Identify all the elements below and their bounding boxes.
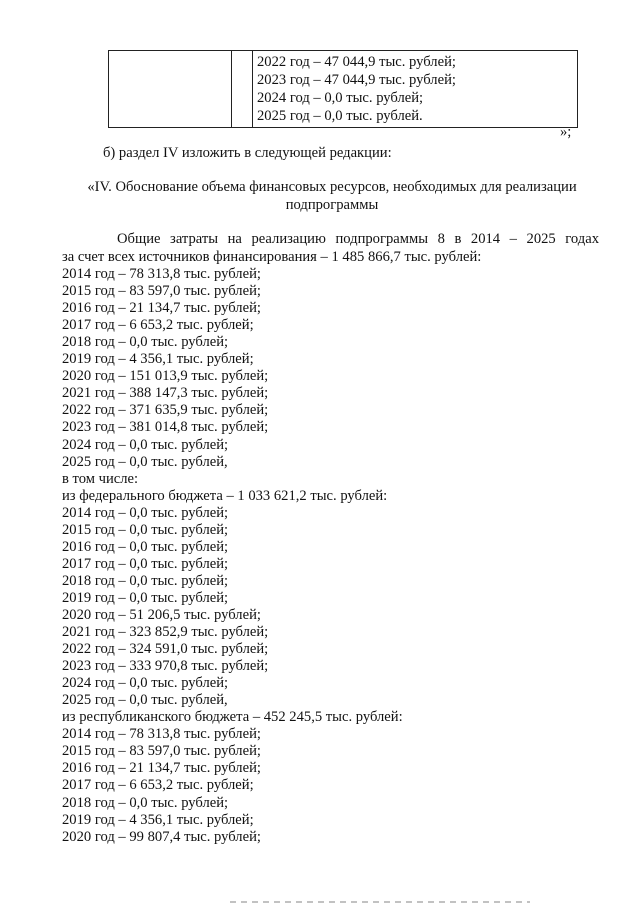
table-cell-empty — [109, 51, 232, 128]
intro-text: Общие затраты на реализацию подпрограммы 8 в 2014 – 2025 годах — [117, 231, 599, 247]
table-line: 2024 год – 0,0 тыс. рублей; — [257, 90, 424, 106]
table-line: 2023 год – 47 044,9 тыс. рублей; — [257, 72, 456, 88]
text-line: 2020 год – 51 206,5 тыс. рублей; — [62, 606, 261, 623]
text-line: 2017 год – 0,0 тыс. рублей; — [62, 555, 229, 572]
text-line: 2022 год – 371 635,9 тыс. рублей; — [62, 402, 269, 419]
text-line: 2015 год – 83 597,0 тыс. рублей; — [62, 283, 261, 300]
text-line: 2016 год – 21 134,7 тыс. рублей; — [62, 300, 261, 317]
text-line: 2018 год – 0,0 тыс. рублей; — [62, 572, 229, 589]
table-cell-amounts — [253, 51, 578, 128]
text-line: в том числе: — [62, 470, 139, 487]
quote-closer: »; — [560, 124, 572, 140]
section-title: «IV. Обоснование объема финансовых ресурсов, необходимых для реализации подпрограммы — [87, 179, 577, 213]
text-line: 2017 год – 6 653,2 тыс. рублей; — [62, 777, 254, 794]
text-line: 2015 год – 0,0 тыс. рублей; — [62, 521, 229, 538]
text-line: 2023 год – 381 014,8 тыс. рублей; — [62, 419, 269, 436]
funding-lines — [62, 249, 481, 846]
text-line: 2020 год – 151 013,9 тыс. рублей; — [62, 368, 269, 385]
text-line: 2015 год – 83 597,0 тыс. рублей; — [62, 743, 261, 760]
text-line: 2018 год – 0,0 тыс. рублей; — [62, 334, 229, 351]
table-line: 2025 год – 0,0 тыс. рублей. — [257, 108, 423, 124]
text-line: 2017 год – 6 653,2 тыс. рублей; — [62, 317, 254, 334]
scan-edge-noise — [230, 901, 530, 903]
text-line: 2016 год – 21 134,7 тыс. рублей; — [62, 760, 261, 777]
text-line: 2014 год – 78 313,8 тыс. рублей; — [62, 726, 261, 743]
text-line: 2019 год – 4 356,1 тыс. рублей; — [62, 351, 254, 368]
text-line: 2025 год – 0,0 тыс. рублей, — [62, 453, 228, 470]
text-line: 2025 год – 0,0 тыс. рублей, — [62, 692, 228, 709]
text-line: за счет всех источников финансирования – 1 485 866,7 тыс. рублей: — [62, 249, 482, 265]
text-line: из федерального бюджета – 1 033 621,2 тыс. рублей: — [62, 487, 388, 504]
section-instruction: б) раздел IV изложить в следующей редакции: — [103, 145, 392, 161]
table-row — [109, 51, 578, 128]
text-line: 2023 год – 333 970,8 тыс. рублей; — [62, 658, 269, 675]
text-line: 2024 год – 0,0 тыс. рублей; — [62, 436, 229, 453]
text-line: 2016 год – 0,0 тыс. рублей; — [62, 538, 229, 555]
text-line: 2021 год – 388 147,3 тыс. рублей; — [62, 385, 269, 402]
text-line: из республиканского бюджета – 452 245,5 тыс. рублей: — [62, 709, 403, 726]
text-line: 2021 год – 323 852,9 тыс. рублей; — [62, 624, 269, 641]
text-line: 2019 год – 4 356,1 тыс. рублей; — [62, 811, 254, 828]
intro-paragraph — [62, 231, 599, 248]
text-line: 2022 год – 324 591,0 тыс. рублей; — [62, 641, 269, 658]
text-line: 2020 год – 99 807,4 тыс. рублей; — [62, 828, 261, 845]
text-line: 2018 год – 0,0 тыс. рублей; — [62, 794, 229, 811]
funding-table-fragment — [108, 50, 578, 128]
text-line: 2024 год – 0,0 тыс. рублей; — [62, 675, 229, 692]
text-line: 2014 год – 78 313,8 тыс. рублей; — [62, 266, 261, 283]
text-line: 2019 год – 0,0 тыс. рублей; — [62, 589, 229, 606]
table-cell-empty — [232, 51, 253, 128]
text-line: 2014 год – 0,0 тыс. рублей; — [62, 504, 229, 521]
table-line: 2022 год – 47 044,9 тыс. рублей; — [257, 54, 456, 70]
